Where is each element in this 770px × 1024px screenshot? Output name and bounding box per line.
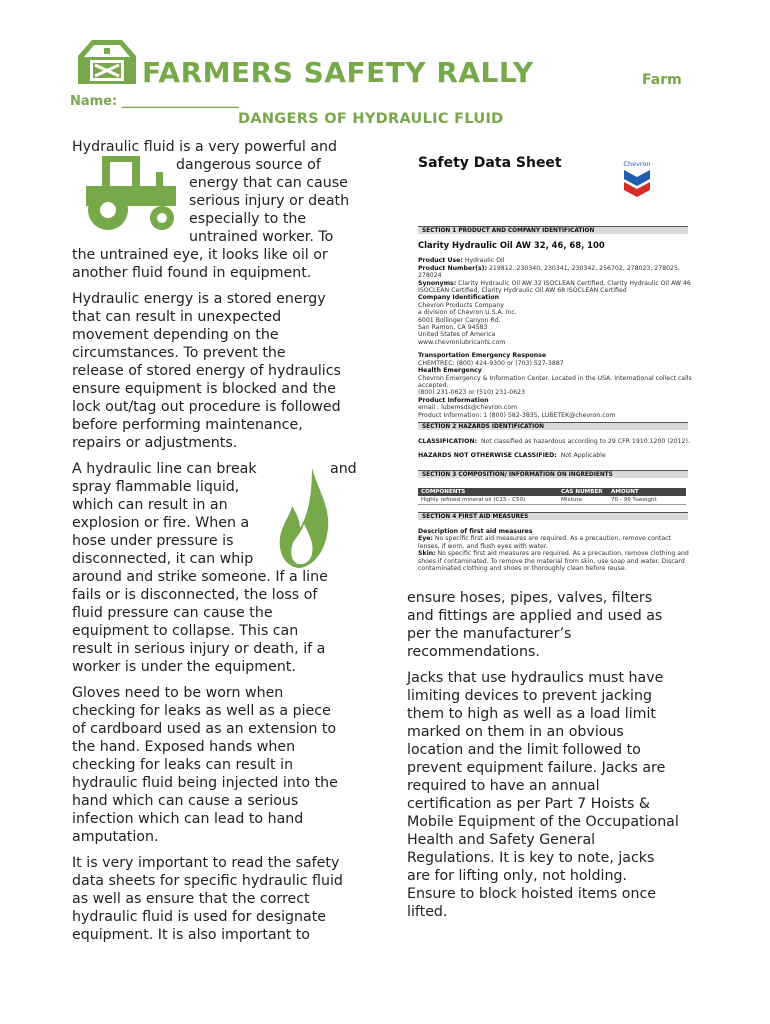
sds-first-aid-label: Description of first aid measures [418, 528, 533, 535]
text-line: infection which can lead to hand [72, 811, 304, 827]
text-line: Gloves need to be worn when [72, 685, 284, 701]
sds-section-3: SECTION 3 COMPOSITION/ INFORMATION ON INGREDIENTS [418, 470, 688, 478]
text-line: before performing maintenance, [72, 417, 303, 433]
text-line: circumstances. To prevent the [72, 345, 286, 361]
text-line: another fluid found in equipment. [72, 265, 312, 281]
text-line: It is very important to read the safety [72, 855, 340, 871]
text-line: spray flammable liquid, [72, 479, 240, 495]
text-line: location and the limit followed to [407, 742, 641, 758]
sds-section-2: SECTION 2 HAZARDS IDENTIFICATION [418, 422, 688, 430]
page-subtitle: DANGERS OF HYDRAULIC FLUID [238, 111, 504, 127]
text-line: lock out/tag out procedure is followed [72, 399, 341, 415]
sds-health-label: Health Emergency [418, 367, 482, 375]
text-line: that can result in unexpected [72, 309, 282, 325]
column-header: CAS NUMBER [561, 489, 603, 495]
text-line: Hydraulic fluid is a very powerful and [72, 139, 338, 155]
text-line: hydraulic fluid being injected into the [72, 775, 338, 791]
text-line: hydraulic fluid is used for designate [72, 909, 327, 925]
text-line: recommendations. [407, 644, 540, 660]
text-line: equipment. It is also important to [72, 927, 310, 943]
text-fragment: and [330, 461, 357, 477]
text-line: Regulations. It is key to note, jacks [407, 850, 655, 866]
text-line: ensure equipment is blocked and the [72, 381, 336, 397]
text-line: which can result in an [72, 497, 228, 513]
text-line: around and strike someone. If a line [72, 569, 328, 585]
sds-transport-label: Transportation Emergency Response [418, 352, 547, 360]
paragraph-line-break [72, 460, 368, 676]
text-line: limiting devices to prevent jacking [407, 688, 652, 704]
text-line: movement depending on the [72, 327, 279, 343]
text-line: the hand. Exposed hands when [72, 739, 296, 755]
sds-company-line: San Ramon, CA 94583 [418, 324, 488, 332]
text-line: Mobile Equipment of the Occupational [407, 814, 679, 830]
sds-company-line: a division of Chevron U.S.A. Inc. [418, 309, 517, 317]
column-header: COMPONENTS [421, 489, 466, 495]
text-line: hand which can cause a serious [72, 793, 299, 809]
sds-classification: CLASSIFICATION: Not classified as hazardous according to 29 CFR 1910.1200 (2012). [418, 438, 690, 445]
sds-hazards-block [418, 438, 694, 460]
text-line: prevent equipment failure. Jacks are [407, 760, 666, 776]
text-line: energy that can cause [189, 175, 348, 191]
text-line: serious injury or death [189, 193, 350, 209]
text-line: per the manufacturer’s [407, 626, 572, 642]
table-header [418, 488, 686, 496]
text-line: hose under pressure is [72, 533, 234, 549]
sds-product-block [418, 242, 694, 419]
table-row [418, 496, 686, 505]
sds-company-line: 6001 Bollinger Canyon Rd. [418, 316, 501, 324]
text-line: especially to the [189, 211, 307, 227]
table-cell: Highly refined mineral oil (C15 - C50) [421, 497, 526, 503]
text-line: checking for leaks can result in [72, 757, 294, 773]
sds-section-4: SECTION 4 FIRST AID MEASURES [418, 512, 688, 520]
text-line: untrained worker. To [189, 229, 334, 245]
sds-health-line: Chevron Emergency & Information Center. Located in the USA. International collect calls accepted. [418, 374, 692, 389]
sds-product-info-line: Product Information: 1 (800) 582-3835, LUBETEK@chevron.com [418, 411, 616, 419]
text-line: as well as ensure that the correct [72, 891, 310, 907]
text-line: lifted. [407, 904, 448, 920]
right-column [407, 589, 707, 921]
text-line: checking for leaks as well as a piece [72, 703, 331, 719]
sds-product-numbers: Product Number(s): 219812, 230340, 230341, 230342, 256702, 278023, 278025, 278024 [418, 264, 680, 280]
text-fragment: A hydraulic line can break [72, 461, 257, 477]
name-field[interactable]: Name: __________________ [70, 94, 239, 109]
text-line: and fittings are applied and used as [407, 608, 663, 624]
paragraph-hoses [407, 589, 707, 661]
table-cell: Mixture [561, 497, 583, 503]
sds-company-link[interactable]: www.chevronlubricants.com [418, 338, 506, 346]
sds-eye: Eye: No specific first aid measures are required. As a precaution, remove contact lenses, if worn, and flush eyes with water. [418, 535, 671, 550]
paragraph-jacks [407, 669, 707, 921]
text-line: Health and Safety General [407, 832, 596, 848]
text-line: result in serious injury or death, if a [72, 641, 326, 657]
paragraph-intro [72, 138, 368, 282]
text-line: equipment to collapse. This can [72, 623, 299, 639]
sds-synonyms: Synonyms: Clarity Hydraulic Oil AW 32 ISOCLEAN Certified, Clarity Hydraulic Oil AW 46 ISOCLEAN Certified, Clarity Hydraulic Oil AW 68 ISOCLEAN Certified [418, 279, 691, 295]
sds-company-line: United States of America [418, 331, 496, 339]
sds-hazards-not-classified: HAZARDS NOT OTHERWISE CLASSIFIED: Not Applicable [418, 452, 606, 460]
text-line: certification as per Part 7 Hoists & [407, 796, 650, 812]
paragraph-gloves [72, 684, 368, 846]
text-line: ensure hoses, pipes, valves, filters [407, 590, 653, 606]
text-line: worker is under the equipment. [72, 659, 296, 675]
sds-skin: Skin: No specific first aid measures are required. As a precaution, remove clothing and shoes if contaminated. To remove the material from skin, use soap and water. Discard contaminated clothing and shoes or thoroughly clean before reuse. [418, 550, 689, 573]
chevron-logo-text: Chevron [623, 160, 651, 168]
text-line: disconnected, it can whip [72, 551, 254, 567]
sds-ingredients-table [418, 488, 686, 505]
category-label: Farm [642, 72, 682, 88]
column-header: AMOUNT [611, 489, 639, 495]
barn-icon [74, 36, 140, 86]
chevron-logo-icon [620, 158, 654, 198]
table-cell: 70 - 99 %weight [611, 497, 657, 503]
sds-product-name: Clarity Hydraulic Oil AW 32, 46, 68, 100 [418, 240, 605, 250]
text-line: Jacks that use hydraulics must have [407, 670, 664, 686]
paragraph-stored-energy [72, 290, 368, 452]
page-title: FARMERS SAFETY RALLY [142, 56, 534, 89]
text-line: them to high as well as a load limit [407, 706, 656, 722]
text-line: data sheets for specific hydraulic fluid [72, 873, 343, 889]
text-line: required to have an annual [407, 778, 600, 794]
text-line: Hydraulic energy is a stored energy [72, 291, 326, 307]
sds-title: Safety Data Sheet [418, 155, 562, 171]
text-line: explosion or fire. When a [72, 515, 250, 531]
text-line: dangerous source of [176, 157, 321, 173]
text-line: Ensure to block hoisted items once [407, 886, 656, 902]
text-line: fluid pressure can cause the [72, 605, 273, 621]
paragraph-safety-data [72, 854, 368, 944]
sds-product-info-line: email : lubemsds@chevron.com [418, 404, 518, 412]
text-line: release of stored energy of hydraulics [72, 363, 341, 379]
text-line: of cardboard used as an extension to [72, 721, 337, 737]
text-line: marked on them in an obvious [407, 724, 624, 740]
sds-company-line: Chevron Products Company [418, 301, 504, 309]
text-line: are for lifting only, not holding. [407, 868, 627, 884]
text-line: the untrained eye, it looks like oil or [72, 247, 328, 263]
text-line [72, 460, 368, 478]
text-line: amputation. [72, 829, 159, 845]
sds-product-info-label: Product Information [418, 396, 489, 404]
safety-data-sheet [406, 150, 706, 605]
text-line: fails or is disconnected, the loss of [72, 587, 318, 603]
sds-section-1: SECTION 1 PRODUCT AND COMPANY IDENTIFICATION [418, 226, 688, 234]
sds-company-label: Company Identification [418, 294, 500, 302]
left-column [72, 138, 368, 944]
sds-product-use: Product Use: Hydraulic Oil [418, 257, 505, 265]
text-line: repairs or adjustments. [72, 435, 238, 451]
sds-health-line: (800) 231-0623 or (510) 231-0623 [418, 389, 526, 397]
sds-first-aid-block [418, 528, 694, 572]
sds-transport: CHEMTREC: (800) 424-9300 or (703) 527-3887 [418, 359, 564, 367]
